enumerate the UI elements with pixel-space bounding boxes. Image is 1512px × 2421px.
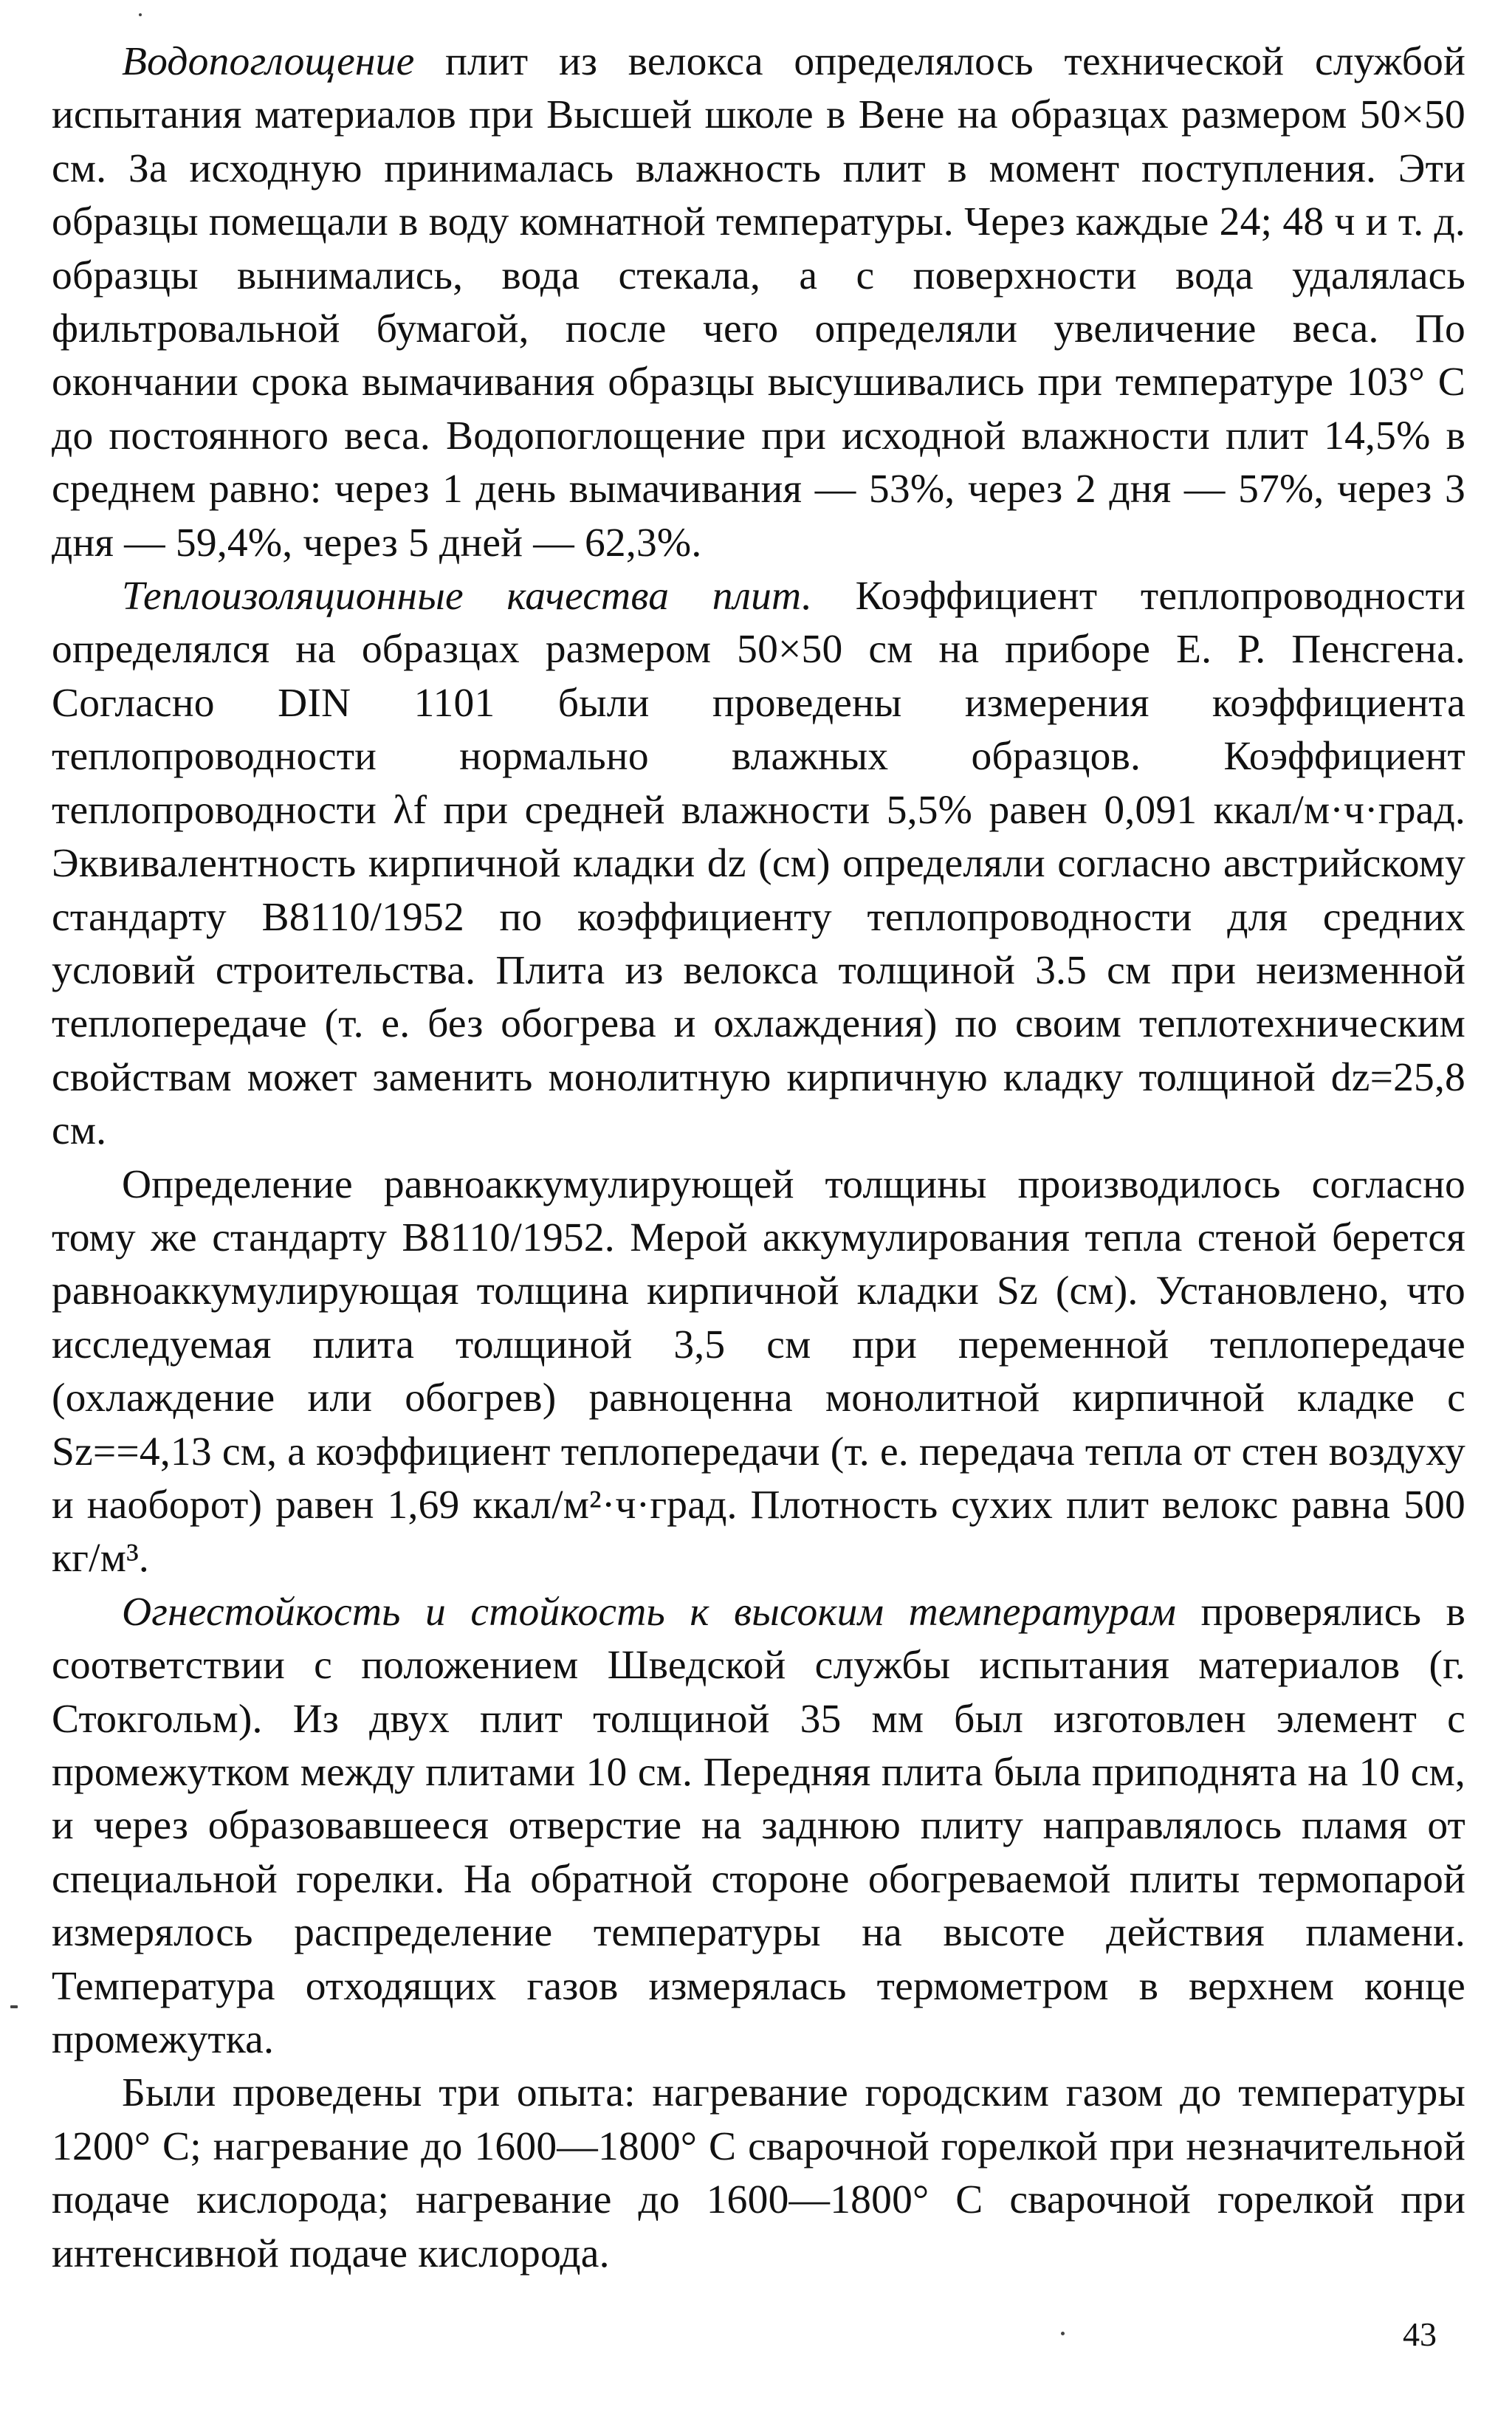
print-speck [10,2005,18,2008]
paragraph-fire-resistance [52,1586,1465,2067]
print-speck [139,13,142,16]
paragraph-text: проверялись в соответствии с положением Шведской службы испытания материалов (г. Стокгольм). Из двух плит толщиной 35 мм был изготовлен элемент с промежутком между плитами 10 см. Передняя плита была приподнята на 10 см, и через образовавшееся отверстие на заднюю плиту направлялось пламя от специальной горелки. На обратной стороне обогреваемой плиты термопарой измерялось распределение температуры на высоте действия пламени. Температура отходящих газов измерялась термометром в верхнем конце промежутка. [52,1589,1465,2063]
paragraph-experiments [52,2067,1465,2281]
paragraph-water-absorption [52,35,1465,570]
paragraph-text: Были проведены три опыта: нагревание городским газом до температуры 1200° С; нагревание до 1600—1800° С сварочной горелкой при незначительной подаче кислорода; нагревание до 1600—1800° С сварочной горелкой при интенсивной подаче кислорода. [52,2070,1465,2276]
document-page [52,35,1465,2281]
page-number: 43 [1403,2315,1437,2353]
paragraph-text: Определение равноаккумулирующей толщины производилось согласно тому же стандарту В8110/1952. Мерой аккумулирования тепла стеной берется равноаккумулирующая толщина кирпичной кладки Sz (см). Установлено, что исследуемая плита толщиной 3,5 см при переменной теплопередаче (охлаждение или обогрев) равноценна монолитной кирпичной кладке с Sz==4,13 см, а коэффициент теплопередачи (т. е. передача тепла от стен воздуху и наоборот) равен 1,69 ккал/м²·ч·град. Плотность сухих плит велокс равна 500 кг/м³. [52,1161,1465,1582]
paragraph-heat-accumulation [52,1158,1465,1586]
print-speck [1061,2332,1065,2335]
paragraph-text: Коэффициент теплопроводности определялся на образцах размером 50×50 см на приборе Е. Р. Пенсгена. Согласно DIN 1101 были проведены измерения коэффициента теплопроводности нормально влажных образцов. Коэффициент теплопроводности λf при средней влажности 5,5% равен 0,091 ккал/м·ч·град. Эквивалентность кирпичной кладки dz (см) определяли согласно австрийскому стандарту В8110/1952 по коэффициенту теплопроводности для средних условий строительства. Плита из велокса толщиной 3.5 см при неизменной теплопередаче (т. е. без обогрева и охлаждения) по своим теплотехническим свойствам может заменить монолитную кирпичную кладку толщиной dz=25,8 см. [52,574,1465,1154]
paragraph-lead: Водопоглощение [122,39,415,84]
paragraph-text: плит из велокса определялось технической службой испытания материалов при Высшей школе в Вене на образцах размером 50×50 см. За исходную принималась влажность плит в момент поступления. Эти образцы помещали в воду комнатной температуры. Через каждые 24; 48 ч и т. д. образцы вынимались, вода стекала, а с поверхности вода удалялась фильтровальной бумагой, после чего определяли увеличение веса. По окончании срока вымачивания образцы высушивались при температуре 103° С до постоянного веса. Водопоглощение при исходной влажности плит 14,5% в среднем равно: через 1 день вымачивания — 53%, через 2 дня — 57%, через 3 дня — 59,4%, через 5 дней — 62,3%. [52,39,1465,566]
paragraph-thermal-insulation [52,570,1465,1158]
paragraph-lead: Огнестойкость и стойкость к высоким температурам [122,1589,1177,1635]
paragraph-lead: Теплоизоляционные качества плит. [122,574,813,619]
